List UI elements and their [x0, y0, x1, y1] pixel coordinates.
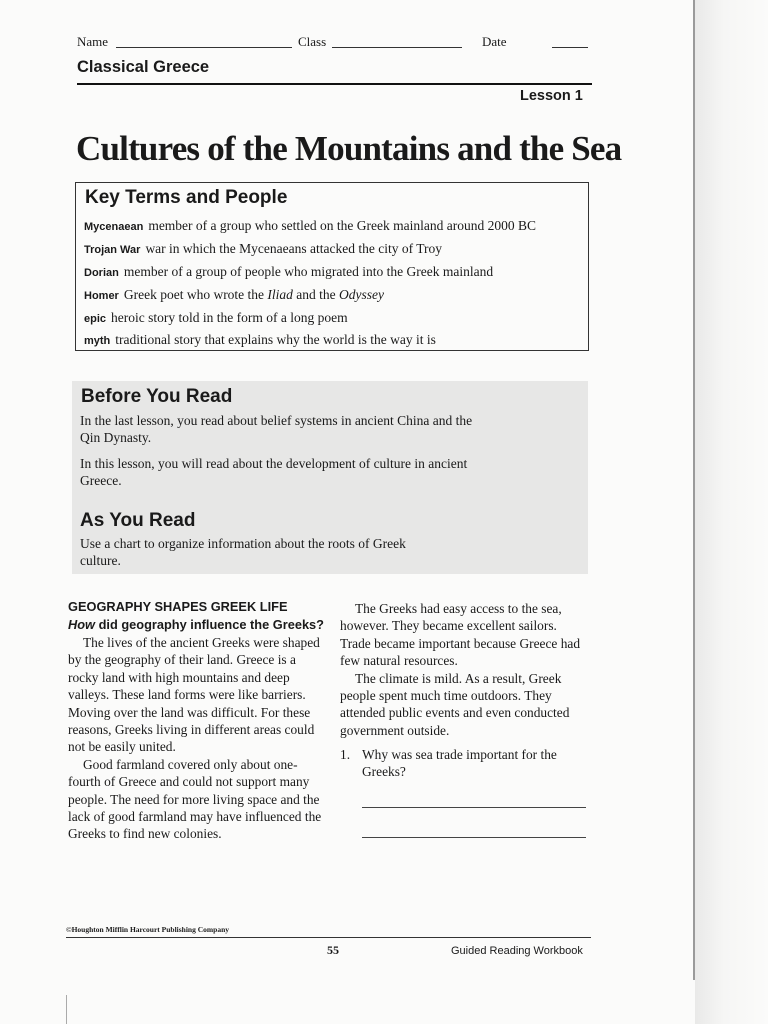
key-term-definition: war in which the Mycenaeans attacked the city of Troy: [145, 241, 442, 256]
page-edge-line: [693, 0, 695, 980]
paragraph: The lives of the ancient Greeks were shaped by the geography of their land. Greece is a rocky land with high mountains and deep valleys. These land forms were like barriers. Moving over the land was difficult. For these reasons, Greeks living in different areas could not be easily united.: [68, 635, 320, 755]
reading-guide-box: [72, 381, 588, 574]
section-question-how: How: [68, 617, 96, 632]
name-label: Name: [77, 34, 109, 49]
question-number: 1.: [340, 747, 351, 762]
lesson-label: Lesson 1: [520, 88, 583, 104]
unit-title: Classical Greece: [77, 58, 210, 76]
left-column: [68, 598, 324, 843]
question-text: Why was sea trade important for the Greeks?: [362, 747, 557, 780]
page-edge-shadow: [695, 0, 768, 1024]
footer-rule: [66, 937, 591, 938]
copyright-text: ©Houghton Mifflin Harcourt Publishing Company: [66, 925, 229, 934]
key-term: Dorian: [84, 267, 119, 279]
key-term-row: [84, 241, 442, 257]
key-term: myth: [84, 335, 111, 347]
section-question-rest: did geography influence the Greeks?: [98, 617, 324, 632]
work-title-odyssey: Odyssey: [339, 287, 385, 302]
class-field-line[interactable]: [332, 47, 462, 48]
key-term-definition: member of a group of people who migrated into the Greek mainland: [123, 264, 494, 279]
section-heading: GEOGRAPHY SHAPES GREEK LIFE: [68, 599, 288, 614]
paragraph: The climate is mild. As a result, Greek people spent much time outdoors. They attended public events and even conducted government outside.: [340, 670, 570, 738]
answer-line[interactable]: [362, 837, 586, 838]
as-you-read-text: Use a chart to organize information about the roots of Greek culture.: [80, 536, 406, 568]
page-title: Cultures of the Mountains and the Sea: [76, 129, 622, 168]
key-term: Homer: [84, 290, 119, 302]
answer-line[interactable]: [362, 807, 586, 808]
as-you-read-heading: As You Read: [80, 510, 196, 531]
before-you-read-text-2: In this lesson, you will read about the development of culture in ancient Greece.: [80, 456, 468, 488]
key-term-row: [84, 218, 536, 234]
key-terms-heading: Key Terms and People: [85, 187, 288, 208]
key-term: epic: [84, 313, 107, 325]
page-number: 55: [327, 943, 339, 957]
before-you-read-heading: Before You Read: [81, 386, 233, 407]
key-terms-box: [75, 182, 589, 351]
key-term: Mycenaean: [84, 221, 144, 233]
before-you-read-text-1: In the last lesson, you read about belief systems in ancient China and the Qin Dynasty.: [80, 413, 473, 445]
class-label: Class: [298, 34, 327, 49]
name-field-line[interactable]: [116, 47, 292, 48]
key-term-definition-conj: and the: [296, 287, 336, 302]
section-question: [68, 616, 324, 634]
date-label: Date: [482, 34, 507, 49]
workbook-title: Guided Reading Workbook: [451, 945, 583, 957]
key-term-row: [84, 287, 384, 303]
key-term-definition: member of a group who settled on the Greek mainland around 2000 BC: [148, 218, 536, 233]
work-title-iliad: Iliad: [267, 287, 293, 302]
key-term-row: [84, 332, 436, 348]
key-term-definition: traditional story that explains why the world is the way it is: [115, 332, 436, 347]
paragraph: Good farmland covered only about one-fourth of Greece and could not support many people. The need for more living space and the lack of good farmland may have influenced the Greeks to find new colonies.: [68, 756, 322, 842]
key-term-row: [84, 264, 493, 280]
key-term: Trojan War: [84, 244, 141, 256]
right-column: [340, 600, 590, 739]
header-rule: [77, 83, 592, 85]
key-term-row: [84, 310, 348, 326]
key-term-definition: heroic story told in the form of a long poem: [111, 310, 348, 325]
date-field-line[interactable]: [552, 47, 588, 48]
key-term-definition: Greek poet who wrote the: [123, 287, 265, 302]
page-edge-mark: [66, 995, 67, 1024]
paragraph: The Greeks had easy access to the sea, however. They became excellent sailors. Trade became important because Greece had few natural resources.: [340, 601, 581, 669]
